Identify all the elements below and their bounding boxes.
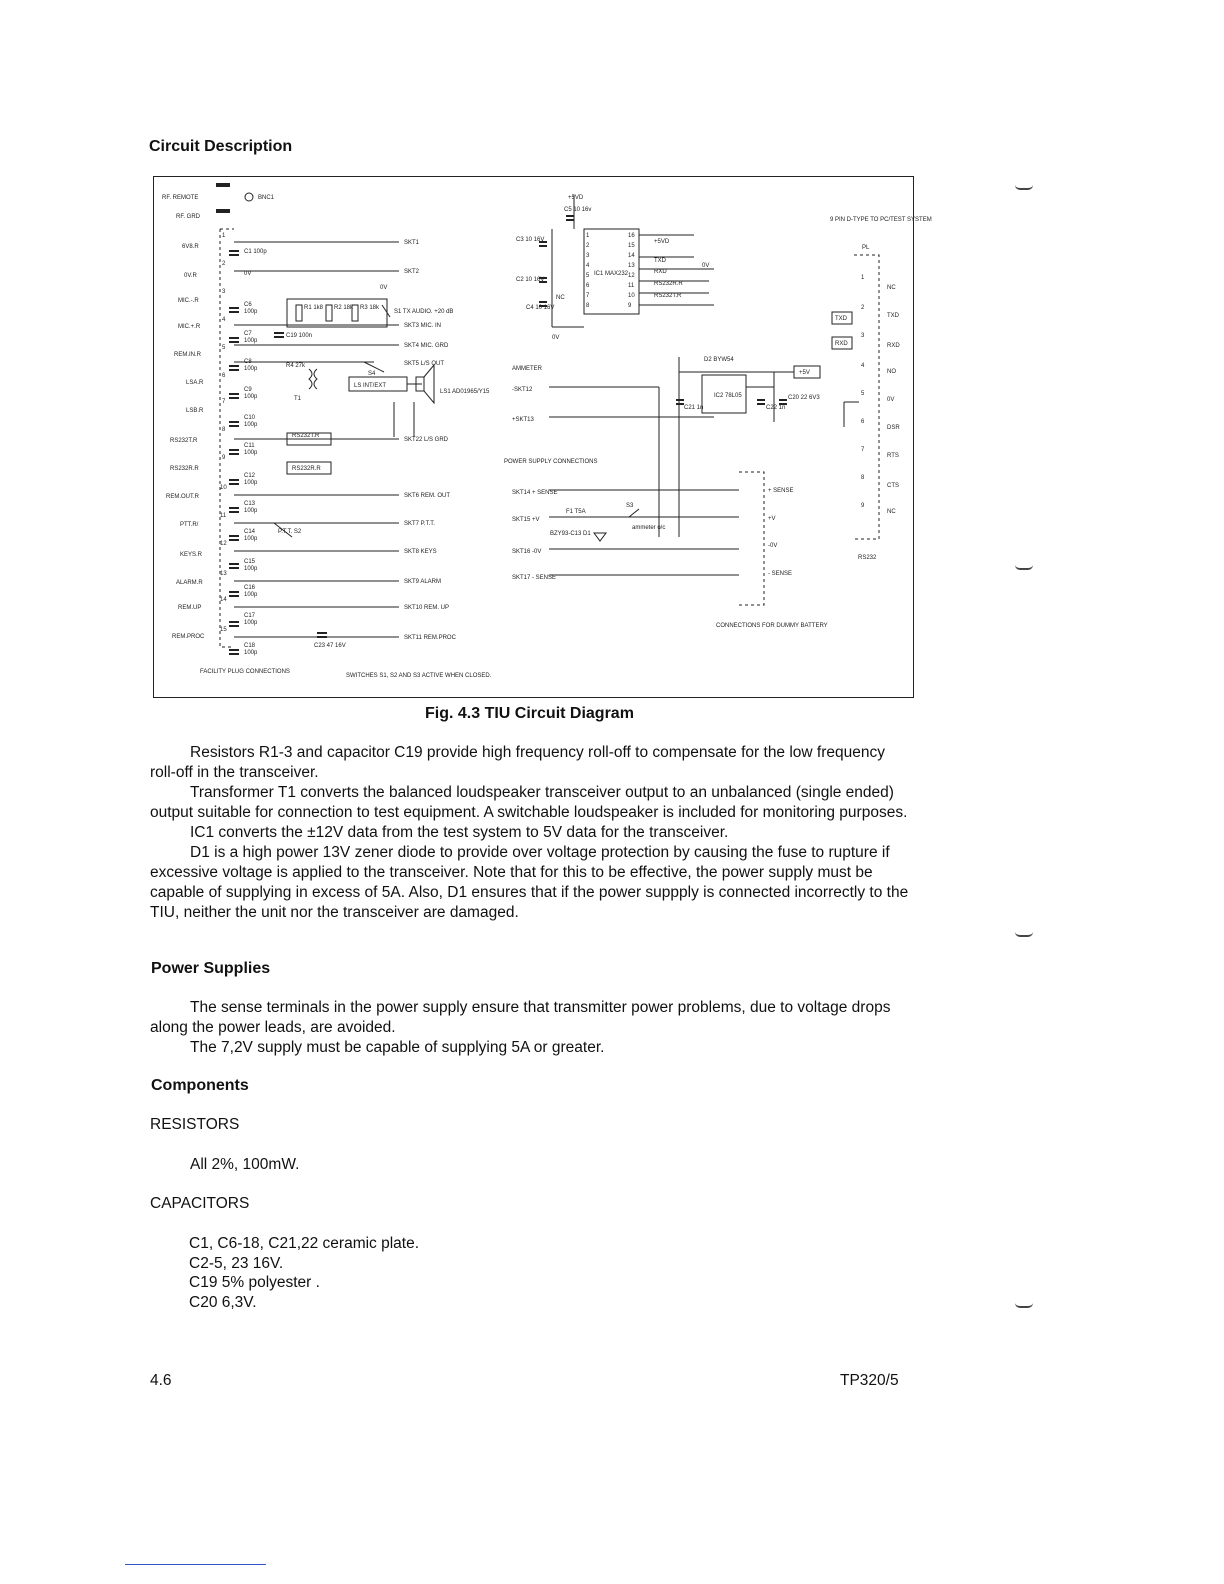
- cap-value-label: 100p: [244, 650, 258, 656]
- ic1-box: RS232T.R: [654, 293, 682, 299]
- r3-label: R3 18k: [360, 305, 380, 311]
- pin-number: 2: [222, 261, 226, 267]
- power-supplies-heading: Power Supplies: [151, 960, 271, 977]
- ic1-box: RXD: [654, 269, 667, 275]
- dtype-box-rxd: RXD: [835, 341, 848, 347]
- pin-number: 6: [222, 373, 226, 379]
- pin-number: 14: [220, 597, 227, 603]
- s3-label: S3: [626, 503, 634, 509]
- c11-label: C11: [244, 443, 255, 449]
- socket-label: SKT6 REM. OUT: [404, 493, 451, 499]
- skt14-label: SKT14 + SENSE: [512, 490, 558, 496]
- s1-label: S1 TX AUDIO. +20 dB: [394, 309, 454, 315]
- scan-mark: [1015, 565, 1033, 570]
- circuit-diagram: [154, 177, 932, 696]
- skt13-label: +SKT13: [512, 417, 534, 423]
- doc-reference: TP320/5: [840, 1372, 899, 1389]
- component-labels: [244, 195, 490, 656]
- cap-value-label: 100p: [244, 450, 258, 456]
- dtype-pin: 8: [861, 475, 865, 481]
- cap-value-label: 100p: [244, 394, 258, 400]
- bnc-label: BNC1: [258, 195, 275, 201]
- c7-label: C7: [244, 331, 252, 337]
- ic1-box: TXD: [654, 258, 666, 264]
- ammeter-label: AMMETER: [512, 366, 542, 372]
- socket-label: SKT22 L/S GRD: [404, 437, 449, 443]
- ic1-pin: 11: [628, 283, 635, 289]
- dtype-pl: PL: [862, 245, 870, 251]
- ic1-cap: C2 10 16V: [516, 277, 545, 283]
- ic1-box: RS232R.R: [654, 281, 683, 287]
- plus5v-label: +5V: [799, 370, 810, 376]
- left-label: REM.OUT.R: [166, 494, 199, 500]
- rs232r-box: RS232R.R: [292, 466, 321, 472]
- dtype-pin: 4: [861, 363, 865, 369]
- c8-label: C8: [244, 359, 252, 365]
- pin-number: 1: [222, 233, 226, 239]
- cap-value-label: 100p: [244, 620, 258, 626]
- dtype-signal: 0V: [887, 397, 895, 403]
- d1-label: BZY93-C13 D1: [550, 531, 591, 537]
- ic1-zero-v: 0V: [552, 335, 560, 341]
- c16-label: C16: [244, 585, 256, 591]
- sense-minus-label: - SENSE: [768, 571, 793, 577]
- ic1-pin: 16: [628, 233, 635, 239]
- dtype-rs232: RS232: [858, 555, 877, 561]
- cap-value-label: 100p: [244, 309, 258, 315]
- socket-label: SKT2: [404, 269, 420, 275]
- d2-label: D2 BYW54: [704, 357, 734, 363]
- left-label: KEYS.R: [180, 552, 203, 558]
- circuit-description-heading: Circuit Description: [149, 138, 293, 155]
- dtype-pin: 2: [861, 305, 865, 311]
- paragraph: Resistors R1-3 and capacitor C19 provide high frequency roll-off to compensate for the low frequency roll-off in the transceiver.: [150, 744, 885, 781]
- socket-label: SKT11 REM.PROC: [404, 635, 456, 641]
- s4-label: S4: [368, 371, 376, 377]
- paragraph: The 7,2V supply must be capable of supplying 5A or greater.: [190, 1039, 605, 1056]
- paragraph: D1 is a high power 13V zener diode to provide over voltage protection by causing the fuse to rupture if excessive voltage is applied to the transceiver. Note that for this to be effective, the power supply must be capable of supplying in excess of 5A. Also, D1 ensures that if the power suppply is connected incorrectly to the TIU, neither the unit nor the transceiver are damaged.: [150, 844, 909, 921]
- ls-switch-label: LS INT/EXT: [354, 383, 387, 389]
- ic1-zero-v: 0V: [702, 263, 710, 269]
- facility-plug-label: FACILITY PLUG CONNECTIONS: [200, 669, 290, 675]
- pin-number: 12: [220, 541, 227, 547]
- r1-label: R1 1k8: [304, 305, 324, 311]
- ic1-pin: 8: [586, 303, 590, 309]
- left-label: ALARM.R: [176, 580, 203, 586]
- capacitor-line: C2-5, 23 16V.: [189, 1255, 284, 1272]
- pin-number: 5: [222, 345, 226, 351]
- dtype-signal: TXD: [887, 313, 899, 319]
- pin-number: 8: [222, 427, 226, 433]
- ic1-pin: 1: [586, 233, 590, 239]
- f1-label: F1 T5A: [566, 509, 586, 515]
- pin-numbers: [220, 233, 227, 633]
- cap-value-label: 100p: [244, 366, 258, 372]
- pin-number: 7: [222, 399, 226, 405]
- page-number: 4.6: [150, 1372, 172, 1389]
- pin-number: 13: [220, 571, 227, 577]
- cap-value-label: 100p: [244, 480, 258, 486]
- pin-number: 3: [222, 289, 226, 295]
- dtype-title: 9 PIN D-TYPE TO PC/TEST SYSTEM: [830, 217, 932, 223]
- r4-label: R4 27k: [286, 363, 306, 369]
- dtype-labels: [830, 217, 932, 561]
- left-label: 0V.R: [184, 273, 197, 279]
- left-label: RS232T.R: [170, 438, 198, 444]
- left-label: MIC.+.R: [178, 324, 201, 330]
- cap-value-label: 100p: [244, 422, 258, 428]
- c15-label: C15: [244, 559, 256, 565]
- dtype-signal: RTS: [887, 453, 899, 459]
- c23-label: C23 47 16V: [314, 643, 346, 649]
- components-heading: Components: [151, 1077, 249, 1094]
- ic1-pin: 13: [628, 263, 635, 269]
- ic1-pin: 3: [586, 253, 590, 259]
- dtype-signal: NO: [887, 369, 896, 375]
- pin-number: 9: [222, 455, 226, 461]
- c18-label: C18: [244, 643, 256, 649]
- dtype-pin: 7: [861, 447, 865, 453]
- pin-number: 11: [220, 513, 227, 519]
- ic1-pin: 7: [586, 293, 590, 299]
- skt17-label: SKT17 - SENSE: [512, 575, 557, 581]
- socket-labels: [404, 240, 457, 641]
- dtype-signal: CTS: [887, 483, 899, 489]
- figure-caption: Fig. 4.3 TIU Circuit Diagram: [425, 705, 634, 722]
- paragraph: The sense terminals in the power supply ensure that transmitter power problems, due to voltage drops along the power leads, are avoided.: [150, 999, 891, 1036]
- ic1-cap: C4 10 16V: [526, 305, 555, 311]
- socket-label: SKT5 L/S OUT: [404, 361, 445, 367]
- ic1-name: IC1 MAX232: [594, 271, 629, 277]
- c19-label: C19 100n: [286, 333, 313, 339]
- rs232t-box: RS232T.R: [292, 433, 320, 439]
- left-label: RF. GRD: [176, 214, 200, 220]
- dtype-signal: NC: [887, 509, 896, 515]
- c9-label: C9: [244, 387, 252, 393]
- zero-v-label: 0V: [244, 271, 252, 277]
- ic1-cap: C5 10 16v: [564, 207, 592, 213]
- c10-label: C10: [244, 415, 256, 421]
- dtype-pin: 1: [861, 275, 865, 281]
- pin-number: 4: [222, 317, 226, 323]
- cap-value-label: 100p: [244, 338, 258, 344]
- c21-label: C21 1n: [684, 405, 704, 411]
- scan-mark: [1015, 1303, 1033, 1308]
- dtype-pin: 3: [861, 333, 865, 339]
- socket-label: SKT3 MIC. IN: [404, 323, 442, 329]
- c1-label: C1 100p: [244, 249, 267, 255]
- dtype-pin: 5: [861, 391, 865, 397]
- ic1-box: +5VD: [654, 239, 670, 245]
- power-supplies-body: [150, 998, 913, 1058]
- skt15-label: SKT15 +V: [512, 517, 540, 523]
- scan-mark: [1015, 185, 1033, 190]
- left-label: REM.PROC: [172, 634, 205, 640]
- capacitor-line: C20 6,3V.: [189, 1294, 257, 1311]
- cap-value-label: 100p: [244, 536, 258, 542]
- dtype-signal: NC: [887, 285, 896, 291]
- dtype-pin: 9: [861, 503, 865, 509]
- c20-label: C20 22 6V3: [788, 395, 820, 401]
- ic1-pin: 6: [586, 283, 590, 289]
- ic1-pin: 15: [628, 243, 635, 249]
- socket-label: SKT4 MIC. GRD: [404, 343, 449, 349]
- left-label: LSB.R: [186, 408, 204, 414]
- c13-label: C13: [244, 501, 256, 507]
- ic1-pin: 9: [628, 303, 632, 309]
- dtype-signal: RXD: [887, 343, 900, 349]
- left-label: LSA.R: [186, 380, 204, 386]
- c12-label: C12: [244, 473, 256, 479]
- scan-mark: [1015, 932, 1033, 937]
- socket-label: SKT1: [404, 240, 420, 246]
- cap-value-label: 100p: [244, 592, 258, 598]
- power-labels: [504, 357, 828, 629]
- plus-v-label: +V: [768, 516, 776, 522]
- ic1-box: +5VD: [568, 195, 584, 201]
- capacitor-line: C19 5% polyester .: [189, 1274, 320, 1291]
- sense-plus-label: + SENSE: [768, 488, 794, 494]
- dtype-signal: DSR: [887, 425, 900, 431]
- cap-value-label: 100p: [244, 566, 258, 572]
- ls1-label: LS1 AD01965/Y15: [440, 389, 490, 395]
- left-label: 6V8.R: [182, 244, 199, 250]
- left-label: MIC.-.R: [178, 298, 199, 304]
- skt16-label: SKT16 -0V: [512, 549, 542, 555]
- c17-label: C17: [244, 613, 256, 619]
- left-label: REM.UP: [178, 605, 202, 611]
- ptt-switch-label: P.T.T. S2: [278, 529, 302, 535]
- ic1-pin: 12: [628, 273, 635, 279]
- ic1-pin: 4: [586, 263, 590, 269]
- capacitor-symbols: [216, 183, 787, 655]
- ic1-pin: 2: [586, 243, 590, 249]
- left-label: RF. REMOTE: [162, 195, 199, 201]
- left-label: PTT.R/: [180, 522, 199, 528]
- ammeter-oc-label: ammeter o/c: [632, 525, 666, 531]
- ic1-cap: C3 10 16V: [516, 237, 545, 243]
- socket-label: SKT8 KEYS: [404, 549, 437, 555]
- pin-number: 10: [220, 485, 227, 491]
- socket-label: SKT9 ALARM: [404, 579, 442, 585]
- ic1-pin: 10: [628, 293, 635, 299]
- socket-label: SKT10 REM. UP: [404, 605, 450, 611]
- resistors-heading: RESISTORS: [150, 1116, 240, 1133]
- zero-v-label: 0V: [380, 285, 388, 291]
- dummy-battery-label: CONNECTIONS FOR DUMMY BATTERY: [716, 623, 828, 629]
- r2-label: R2 18k: [334, 305, 354, 311]
- ic1-pin: 5: [586, 273, 590, 279]
- circuit-description-body: [150, 743, 913, 923]
- c14-label: C14: [244, 529, 256, 535]
- switches-note: SWITCHES S1, S2 AND S3 ACTIVE WHEN CLOSED.: [346, 673, 492, 679]
- ic1-nc: NC: [556, 295, 565, 301]
- cap-value-label: 100p: [244, 508, 258, 514]
- capacitors-heading: CAPACITORS: [150, 1195, 250, 1212]
- dtype-pin: 6: [861, 419, 865, 425]
- psc-label: POWER SUPPLY CONNECTIONS: [504, 459, 598, 465]
- resistors-text: All 2%, 100mW.: [190, 1156, 300, 1173]
- pin-number: 15: [220, 627, 227, 633]
- dtype-box-txd: TXD: [835, 316, 847, 322]
- bottom-rule: [125, 1564, 266, 1565]
- paragraph: Transformer T1 converts the balanced loudspeaker transceiver output to an unbalanced (single ended) output suitable for connection to test equipment. A switchable loudspeaker is included for monitoring purposes.: [150, 784, 908, 821]
- t1-label: T1: [294, 396, 302, 402]
- left-label: RS232R.R: [170, 466, 199, 472]
- c22-label: C22 1n: [766, 405, 786, 411]
- ic1-labels: [516, 195, 709, 341]
- minus-0v-label: -0V: [768, 543, 778, 549]
- capacitor-line: C1, C6-18, C21,22 ceramic plate.: [189, 1235, 420, 1252]
- ic2-label: IC2 78L05: [714, 393, 742, 399]
- left-label: REM.IN.R: [174, 352, 201, 358]
- socket-label: SKT7 P.T.T.: [404, 521, 435, 527]
- skt12-label: -SKT12: [512, 387, 533, 393]
- ic1-pin: 14: [628, 253, 635, 259]
- paragraph: IC1 converts the ±12V data from the test system to 5V data for the transceiver.: [190, 824, 729, 841]
- circuit-diagram-frame: [153, 176, 932, 698]
- figure-notes: [200, 669, 492, 679]
- left-connector-labels: [162, 195, 205, 640]
- bnc-connector-symbol: [245, 193, 253, 201]
- c6-label: C6: [244, 302, 252, 308]
